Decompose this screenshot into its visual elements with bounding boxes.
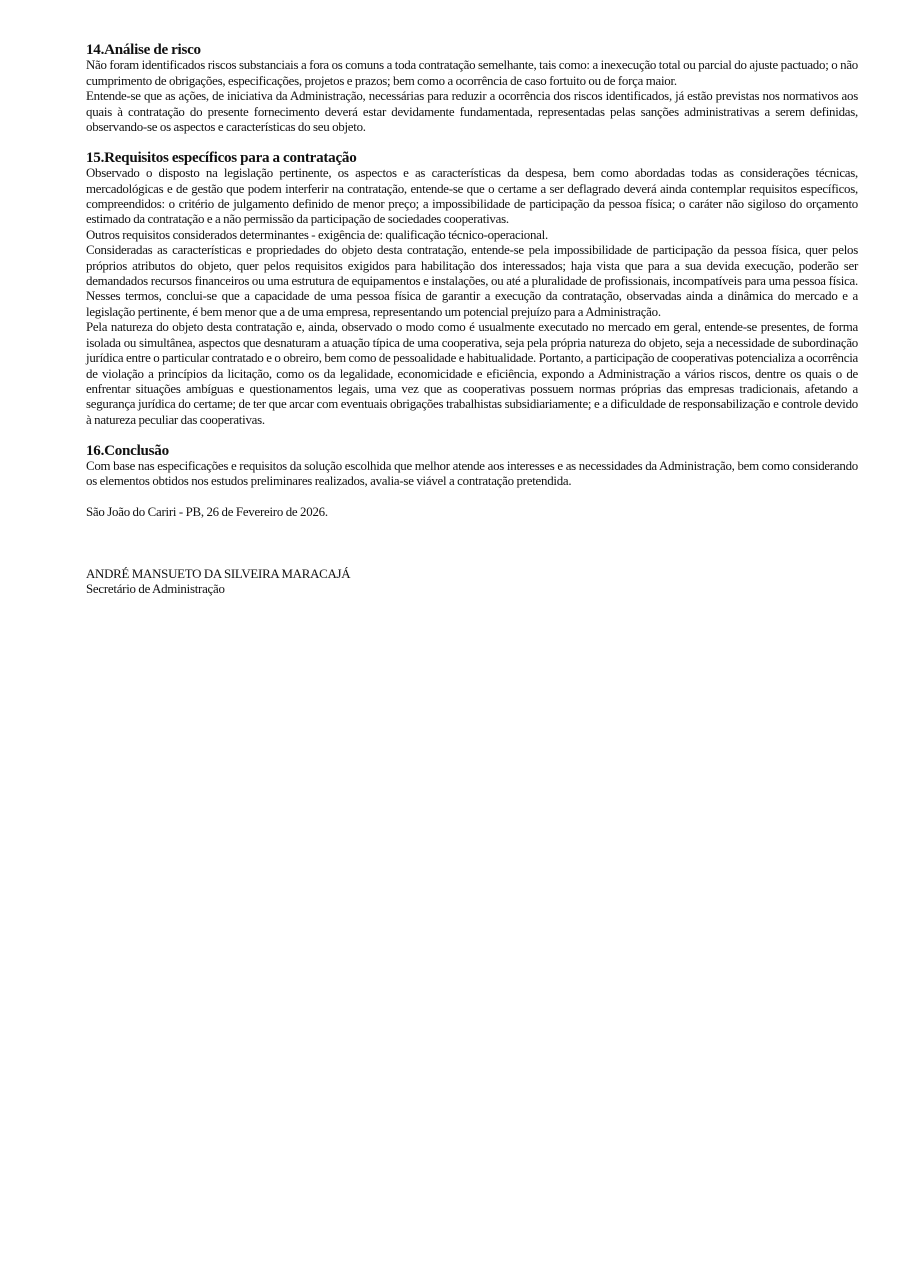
section-title: 15.Requisitos específicos para a contratação (86, 149, 357, 166)
paragraph: Entende-se que as ações, de iniciativa da Administração, necessárias para reduzir a ocorrência dos riscos identificados, já estão previstas nos normativos aos quais à contratação do presente fornecimento deverá estar devidamente fundamentada, representadas pelas sanções administrativas a serem definidas, observando-se os aspectos e características do seu objeto. (86, 89, 858, 135)
paragraph: Observado o disposto na legislação pertinente, os aspectos e as características da despesa, bem como abordadas todas as considerações técnicas, mercadológicas e de gestão que podem interferir na contratação, entende-se que o certame a ser deflagrado deverá ainda contemplar requisitos específicos, compreendidos: o critério de julgamento definido de menor preço; a impossibilidade de participação da pessoa física; o caráter não sigiloso do orçamento estimado da contratação e a não permissão da participação de sociedades cooperativas. (86, 166, 858, 227)
section-conclusion (86, 444, 858, 490)
document-page (86, 43, 858, 597)
signatory-role: Secretário de Administração (86, 581, 225, 596)
paragraph: Outros requisitos considerados determinantes - exigência de: qualificação técnico-operacional. (86, 227, 548, 242)
section-title: 16.Conclusão (86, 442, 169, 459)
section-risk-analysis (86, 43, 858, 135)
paragraph: Não foram identificados riscos substanciais a fora os comuns a toda contratação semelhante, tais como: a inexecução total ou parcial do ajuste pactuado; o não cumprimento de obrigações, especificações, projetos e prazos; bem como a ocorrência de caso fortuito ou de força maior. (86, 58, 858, 88)
paragraph: Com base nas especificações e requisitos da solução escolhida que melhor atende aos interesses e as necessidades da Administração, bem como considerando os elementos obtidos nos estudos preliminares realizados, avalia-se viável a contratação pretendida. (86, 458, 858, 489)
section-title: 14.Análise de risco (86, 42, 201, 58)
signatory-name: ANDRÉ MANSUETO DA SILVEIRA MARACAJÁ (86, 566, 351, 581)
paragraph: Pela natureza do objeto desta contratação e, ainda, observado o modo como é usualmente executado no mercado em geral, entende-se presentes, de forma isolada ou simultânea, aspectos que desnaturam a atuação típica de uma cooperativa, seja pela própria natureza do objeto, seja a necessidade de subordinação jurídica entre o particular contratado e o obreiro, bem como de pessoalidade e habitualidade. Portanto, a participação de cooperativas potencializa a ocorrência de violação a princípios da licitação, como os da legalidade, economicidade e eficiência, expondo a Administração a vários riscos, dentre os quais o de enfrentar situações ambíguas e questionamentos legais, uma vez que as cooperativas possuem normas próprias das empresas tradicionais, afetando a segurança jurídica do certame; de ter que arcar com eventuais obrigações trabalhistas subsidiariamente; e a dificuldade de responsabilização e controle devido à natureza peculiar das cooperativas. (86, 320, 858, 427)
paragraph: Consideradas as características e propriedades do objeto desta contratação, entende-se pela impossibilidade de participação da pessoa física, quer pelos próprios atributos do objeto, quer pelos requisitos exigidos para habilitação dos interessados; haja vista que para a sua devida execução, poderão ser demandados recursos financeiros ou uma estrutura de equipamentos e instalações, ou até a pluralidade de profissionais, incompatíveis para uma pessoa física. Nesses termos, conclui-se que a capacidade de uma pessoa física de garantir a execução da contratação, observadas ainda a dinâmica do mercado e a legislação pertinente, é bem menor que a de uma empresa, representando um potencial prejuízo para a Administração. (86, 243, 858, 319)
date-line: São João do Cariri - PB, 26 de Fevereiro de 2026. (86, 505, 328, 520)
section-specific-requirements (86, 151, 858, 428)
